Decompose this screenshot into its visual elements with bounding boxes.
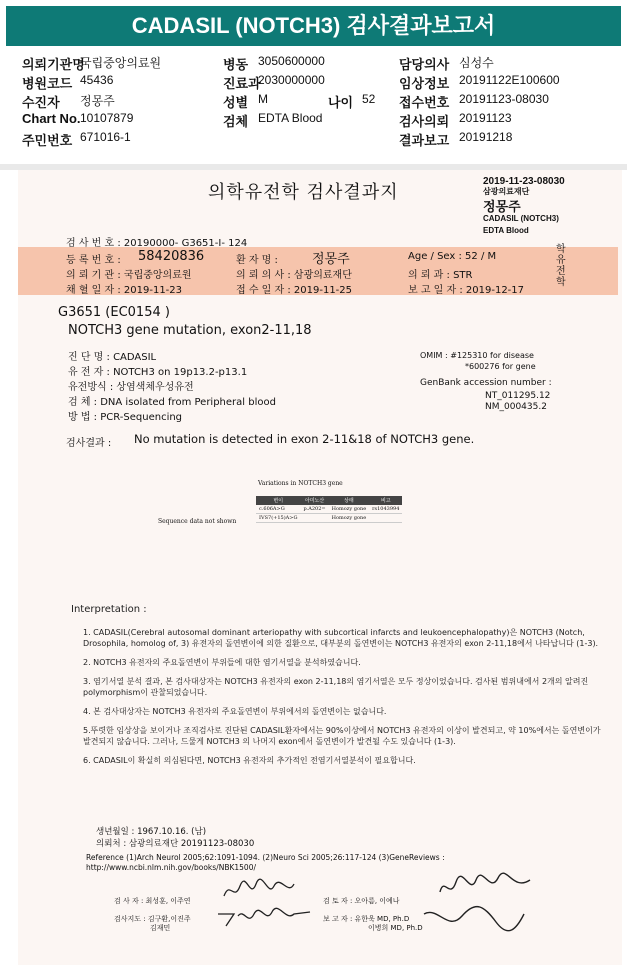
birth-date: 생년월일 : 1967.10.16. (남) [96, 827, 207, 837]
header-row [22, 73, 622, 93]
variations-title: Variations in NOTCH3 gene [258, 480, 343, 487]
header-label: 의뢰기관명 [22, 57, 85, 72]
header-label: 주민번호 [22, 133, 73, 148]
omim-disease: OMIM : #125310 for disease [420, 351, 534, 360]
stamp-date: 2019-11-23-08030 [483, 176, 565, 187]
scanned-report [18, 170, 622, 965]
side-label: 학 유 전 학 [556, 244, 566, 288]
reviewer: 검 토 자 : 오아름, 이예나 [323, 897, 400, 905]
variations-header: 변이 [256, 496, 300, 505]
header-value: 3050600000 [258, 54, 325, 68]
header-value: 45436 [80, 73, 114, 87]
variations-table-wrap [256, 496, 402, 523]
header-label: Chart No. [22, 111, 81, 126]
header-label: 담당의사 [399, 57, 450, 72]
reg-no-label: 등 록 번 호 : [66, 255, 121, 266]
reference: Reference (1)Arch Neurol 2005;62:1091-1094. (2)Neuro Sci 2005;26:117-124 (3)GeneReviews : http://www.ncbi.nlm.nih.gov/books/NBK1500/ [86, 853, 445, 872]
specimen: 검 체 : DNA isolated from Peripheral blood [68, 397, 276, 408]
header-value: 20191123 [459, 111, 512, 125]
header-value: 국립중앙의료원 [80, 56, 162, 70]
genbank-nm: NM_000435.2 [485, 402, 547, 412]
header-label: 접수번호 [399, 95, 450, 110]
tester: 검 사 자 : 최성훈, 이주연 [114, 897, 191, 905]
header-value: 20191218 [459, 130, 513, 144]
collection-date: 채 혈 일 자 : 2019-11-23 [66, 285, 183, 296]
header-label: 검사의뢰 [399, 114, 450, 129]
variation-row [256, 514, 402, 523]
gene-test: NOTCH3 gene mutation, exon2-11,18 [68, 323, 312, 338]
header-label: 결과보고 [399, 133, 450, 148]
variation-cell: Homozy gone [329, 505, 370, 514]
header-label: 수진자 [22, 95, 60, 110]
variation-cell: p.A202= [300, 505, 328, 514]
variation-cell: rs1043994 [369, 505, 402, 514]
variations-header: 상태 [329, 496, 370, 505]
header-row [22, 92, 622, 112]
header-label: 병원코드 [22, 76, 73, 91]
variation-cell [300, 514, 328, 523]
requesting-org: 의 뢰 기 관 : 국립중앙의료원 [66, 270, 192, 281]
tester-signature [218, 876, 298, 906]
gene: 유 전 자 : NOTCH3 on 19p13.2-p13.1 [68, 367, 248, 378]
header-label: 병동 [223, 57, 249, 72]
variation-cell [369, 514, 402, 523]
header-row [22, 111, 622, 131]
received-date: 접 수 일 자 : 2019-11-25 [236, 285, 353, 296]
interpretation-item: 4. 본 검사대상자는 NOTCH3 유전자의 주요돌연변이 부위에서의 돌연변이는 없습니다. [83, 707, 387, 716]
variation-cell: Homozy gone [329, 514, 370, 523]
stamp-test: CADASIL (NOTCH3) [483, 214, 559, 223]
requesting-doctor: 의 뢰 의 사 : 삼광의료재단 [236, 270, 352, 281]
variations-table [256, 496, 402, 523]
header-value: 2030000000 [258, 73, 325, 87]
result-text: No mutation is detected in exon 2-11&18 of NOTCH3 gene. [134, 432, 475, 446]
header-row [22, 130, 622, 150]
header-value: 10107879 [80, 111, 134, 125]
interpretation-item: 5.뚜렷한 임상상을 보이거나 조직검사로 진단된 CADASIL환자에서는 90%이상에서 NOTCH3 유전자의 이상이 발견되고, 약 10%에서는 돌연변이가 발견되지 않습니다. 그러나, 드물게 NOTCH3 의 나머지 exon에서 돌연변이가 발견될 수도 있습니다 (1-3). [83, 726, 601, 746]
supervisor-signature [214, 906, 314, 930]
header-row [22, 54, 622, 74]
stamp-name: 정몽주 [483, 199, 521, 214]
header-value: 심성수 [459, 56, 494, 70]
inheritance: 유전방식 : 상염색체우성유전 [68, 382, 194, 393]
age-value: 52 [362, 92, 376, 106]
header-value: 정몽주 [80, 94, 115, 108]
interpretation [73, 604, 603, 774]
genbank-nt: NT_011295.12 [485, 391, 551, 401]
header-value: EDTA Blood [258, 111, 323, 125]
variation-cell: IVS7(+15)A>G [256, 514, 300, 523]
method: 방 법 : PCR-Sequencing [68, 412, 183, 423]
sequence-note: Sequence data not shown [158, 518, 237, 525]
age-label: 나이 [328, 95, 354, 110]
reviewer-signature [434, 870, 534, 904]
patient-label: 환 자 명 : [236, 255, 278, 266]
genbank-label: GenBank accession number : [420, 378, 552, 388]
interpretation-item: 1. CADASIL(Cerebral autosomal dominant arteriopathy with subcortical infarcts and leukoencephalopathy)은 NOTCH3 (Notch, Drosophila, homolog of, 3) 유전자의 돌연변이에 의한 질환으로, 대부분의 돌연변이는 NOTCH3 유전자의 exon 2-11,18에서 나타납니다 (1-3). [83, 628, 599, 648]
header-label: 진료과 [223, 76, 261, 91]
report-heading: 의학유전학 검사결과지 [208, 182, 399, 203]
reg-no: 58420836 [138, 249, 205, 264]
report-title: CADASIL (NOTCH3) 검사결과보고서 [6, 6, 621, 46]
test-supervisor-2: 김재민 [150, 924, 171, 932]
header-value: 20191122E100600 [459, 73, 560, 87]
test-supervisor: 검사지도 : 김구환,이진주 [114, 915, 191, 923]
variations-header: 비고 [369, 496, 402, 505]
header-label: 검체 [223, 114, 249, 129]
result-label: 검사결과 : [66, 438, 112, 449]
stamp-org: 삼광의료재단 [483, 187, 530, 196]
reporter-2: 이병희 MD, Ph.D [368, 924, 423, 932]
test-code: G3651 (EC0154 ) [58, 305, 170, 320]
requester: 의뢰처 : 삼광의료재단 20191123-08030 [96, 839, 255, 849]
diagnosis: 진 단 명 : CADASIL [68, 352, 157, 363]
header-value: 671016-1 [80, 130, 131, 144]
variation-row [256, 505, 402, 514]
interpretation-item: 3. 염기서열 분석 결과, 본 검사대상자는 NOTCH3 유전자의 exon 2-11,18의 염기서열은 모두 정상이었습니다. 검사된 범위내에서 2개의 알려진 polymorphism이 관찰되었습니다. [83, 677, 589, 697]
test-number: 검 사 번 호 : 20190000- G3651-I- 124 [66, 238, 248, 249]
patient-name: 정몽주 [312, 252, 350, 267]
reporter: 보 고 자 : 유한욱 MD, Ph.D [323, 915, 410, 923]
stamp-specimen: EDTA Blood [483, 226, 529, 235]
variation-cell: c.606A>G [256, 505, 300, 514]
header-value: 20191123-08030 [459, 92, 549, 106]
department: 의 뢰 과 : STR [408, 270, 473, 281]
reporter-signature [418, 902, 528, 936]
report-date: 보 고 일 자 : 2019-12-17 [408, 285, 525, 296]
interpretation-item: 2. NOTCH3 유전자의 주요돌연변이 부위들에 대한 염기서열을 분석하였습니다. [83, 658, 361, 667]
header-label: 성별 [223, 95, 249, 110]
header-value: M [258, 92, 268, 106]
interpretation-title: Interpretation : [71, 604, 147, 615]
age-sex: Age / Sex : 52 / M [408, 251, 497, 262]
variations-header: 아미노산 [300, 496, 328, 505]
omim-gene: *600276 for gene [465, 362, 536, 371]
header-label: 임상정보 [399, 76, 450, 91]
interpretation-item: 6. CADASIL이 확실히 의심된다면, NOTCH3 유전자의 추가적인 전염기서열분석이 필요합니다. [83, 756, 416, 765]
